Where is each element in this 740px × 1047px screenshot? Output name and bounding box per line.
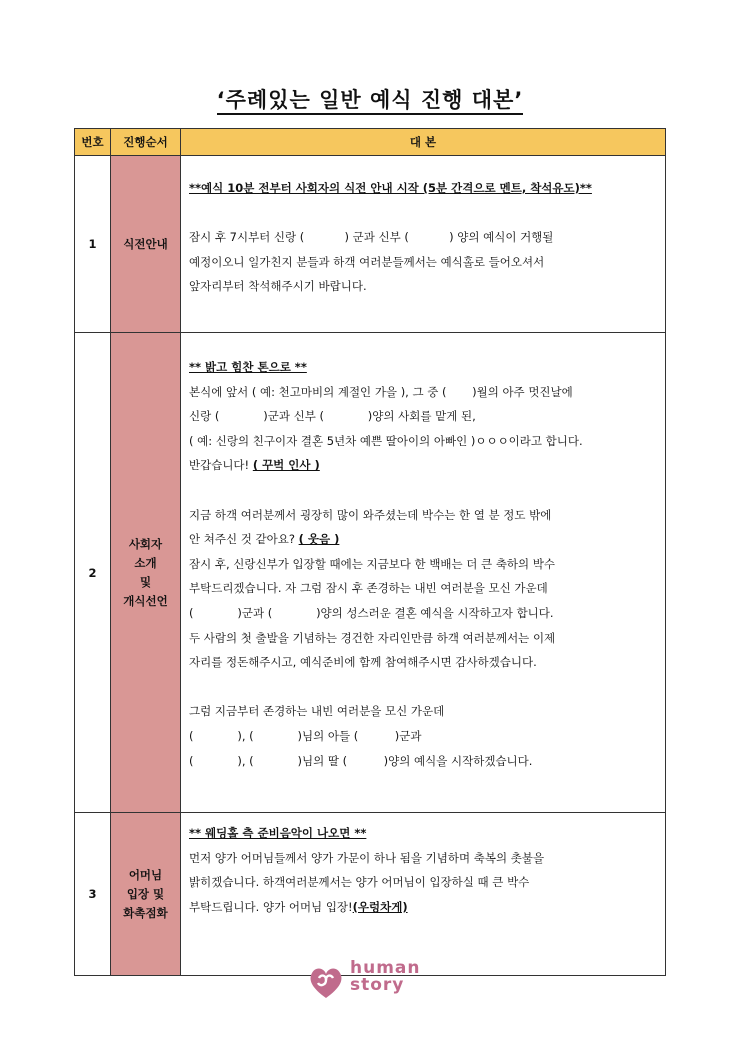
line-text: 부탁드리겠습니다. 자 그럼 잠시 후 존경하는 내빈 여러분을 모신 가운데 [189,581,548,596]
stage-direction [189,176,657,201]
line-text: ( )군과 ( )양의 성스러운 결혼 예식을 시작하고자 합니다. [189,605,554,620]
script-cell [181,156,666,333]
line-text: 두 사람의 첫 출발을 기념하는 경건한 자리인만큼 하객 여러분께서는 이제 [189,630,556,645]
action-cue: (우렁차게) [352,899,408,914]
script-line [189,724,657,749]
action-cue: ( 꾸벅 인사 ) [252,458,320,473]
line-text: 먼저 양가 어머님들께서 양가 가문이 하나 됨을 기념하며 축복의 촛불을 [189,850,545,865]
script-line [189,527,657,552]
script-line [189,870,657,895]
script-line [189,749,657,774]
line-text: ( ), ( )님의 딸 ( )양의 예식을 시작하겠습니다. [189,753,533,768]
step-cell [111,813,181,976]
document-title: ‘주례있는 일반 예식 진행 대본’ [0,84,740,114]
line-text: **예식 10분 전부터 사회자의 식전 안내 시작 (5분 간격으로 멘트, 착석유도)** [189,181,592,195]
script-line [189,846,657,871]
line-text: 앞자리부터 착석해주시기 바랍니다. [189,279,367,294]
script-line [189,503,657,528]
logo-text-line1: human [350,958,421,978]
row-number: 1 [75,156,111,333]
script-line [189,699,657,724]
script-line [189,380,657,405]
step-cell [111,333,181,813]
line-text: 신랑 ( )군과 신부 ( )양의 사회를 맡게 된, [189,409,476,424]
line-text: ( ), ( )님의 아들 ( )군과 [189,728,422,743]
script-cell [181,333,666,813]
line-text: 자리를 정돈해주시고, 예식준비에 함께 참여해주시면 감사하겠습니다. [189,655,537,670]
script-line [189,453,657,478]
heart-swirl-icon [306,962,346,1002]
table-row [75,333,666,813]
script-cell [181,813,666,976]
line-text: ** 밝고 힘찬 톤으로 ** [189,360,307,374]
step-label-line: 소개 [134,555,157,570]
script-line [189,274,657,299]
step-cell [111,156,181,333]
script-line [189,250,657,275]
script-line [189,895,657,920]
blank-line [189,478,657,503]
line-text: ( 예: 신랑의 친구이자 결혼 5년차 예쁜 딸아이의 아빠인 )ㅇㅇㅇ이라고 합니다. [189,433,583,448]
step-label-line: 식전안내 [123,236,168,251]
header-step: 진행순서 [111,129,181,156]
script-line [189,576,657,601]
script-table [74,128,666,976]
line-text: 잠시 후 7시부터 신랑 ( ) 군과 신부 ( ) 양의 예식이 거행될 [189,230,554,245]
stage-direction [189,821,657,846]
script-line [189,429,657,454]
step-label-line: 사회자 [128,536,163,551]
stage-direction [189,355,657,380]
line-text: 잠시 후, 신랑신부가 입장할 때에는 지금보다 한 백배는 더 큰 축하의 박수 [189,556,556,571]
blank-line [189,201,657,226]
script-line [189,552,657,577]
line-text: 예정이오니 일가친지 분들과 하객 여러분들께서는 예식홀로 들어오셔서 [189,254,545,269]
human-story-logo [306,960,446,1004]
row-number: 3 [75,813,111,976]
action-cue: ( 웃음 ) [298,532,340,547]
script-line [189,626,657,651]
line-text: 그럼 지금부터 존경하는 내빈 여러분을 모신 가운데 [189,704,445,719]
row-number: 2 [75,333,111,813]
header-script: 대 본 [181,129,666,156]
script-line [189,404,657,429]
script-line [189,601,657,626]
step-label-line: 화촉점화 [123,905,168,920]
line-text: 반갑습니다! [189,458,253,473]
table-row [75,813,666,976]
script-line [189,650,657,675]
line-text: ** 웨딩홀 측 준비음악이 나오면 ** [189,826,367,840]
table-header-row [75,129,666,156]
logo-text-line2: story [350,975,405,995]
step-label-line: 개식선언 [123,593,168,608]
line-text: 밝히겠습니다. 하객여러분께서는 양가 어머님이 입장하실 때 큰 박수 [189,875,530,890]
line-text: 본식에 앞서 ( 예: 천고마비의 계절인 가을 ), 그 중 ( )월의 아주 멋진날에 [189,384,573,399]
table-row [75,156,666,333]
step-label-line: 및 [139,574,152,589]
step-label-line: 입장 및 [126,886,165,901]
script-line [189,225,657,250]
blank-line [189,675,657,700]
line-text: 안 쳐주신 것 같아요? [189,532,299,547]
step-label-line: 어머님 [128,867,163,882]
line-text: 지금 하객 여러분께서 굉장히 많이 와주셨는데 박수는 한 열 분 정도 밖에 [189,507,552,522]
line-text: 부탁드립니다. 양가 어머님 입장! [189,899,353,914]
header-num: 번호 [75,129,111,156]
